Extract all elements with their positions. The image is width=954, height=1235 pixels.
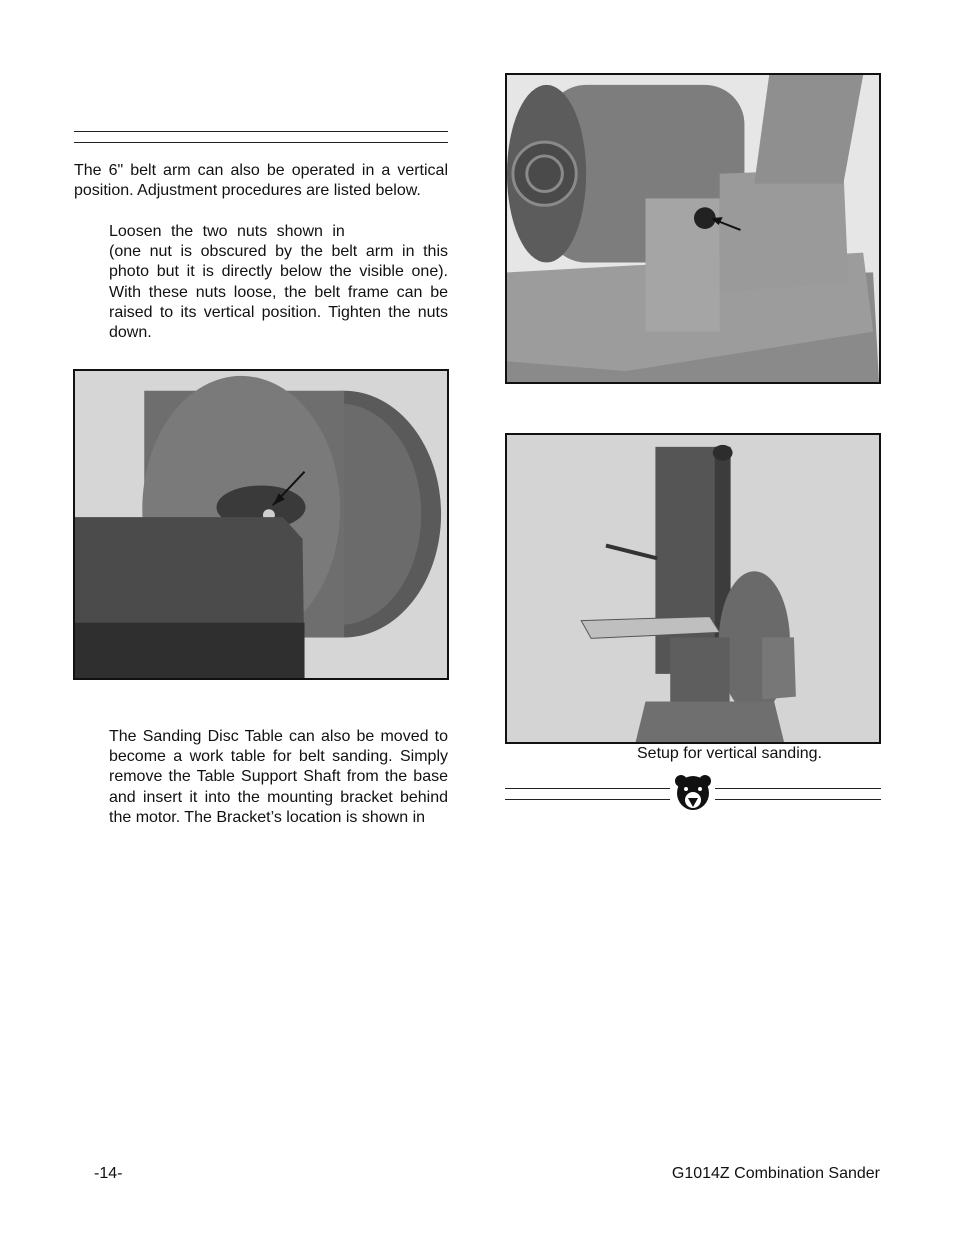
figure-vertical-sanding-photo xyxy=(505,433,881,744)
manual-title: G1014Z Combination Sander xyxy=(671,1165,880,1182)
step-loosen-nuts-lead: Loosen the two nuts shown in xyxy=(109,223,345,240)
step-loosen-nuts-body: (one nut is obscured by the belt arm in this photo but it is directly below the visible one). With these nuts loose, the belt frame can be raised to its vertical position. Tighten the nuts down. xyxy=(109,243,448,342)
section-end-rule-left-bottom xyxy=(505,799,670,800)
page-number: -14- xyxy=(94,1165,123,1182)
figure-belt-arm-nut-photo xyxy=(73,369,449,680)
bracket-location-illustration xyxy=(507,75,879,382)
bear-logo-icon xyxy=(673,773,713,813)
step-loosen-nuts xyxy=(109,222,448,343)
figure-bracket-location-photo xyxy=(505,73,881,384)
section-header-rule-top xyxy=(74,131,448,132)
vertical-sanding-illustration xyxy=(507,435,879,742)
section-end-rule-left-top xyxy=(505,788,670,789)
section-end-rule-right-top xyxy=(715,788,881,789)
belt-arm-nut-illustration xyxy=(75,371,447,678)
figure-vertical-sanding-caption: Setup for vertical sanding. xyxy=(637,745,822,762)
intro-paragraph: The 6" belt arm can also be operated in a vertical position. Adjustment procedures are listed below. xyxy=(74,162,448,200)
section-end-rule-right-bottom xyxy=(715,799,881,800)
section-header-rule-bottom xyxy=(74,142,448,143)
step-sanding-table: The Sanding Disc Table can also be moved to become a work table for belt sanding. Simply remove the Table Support Shaft from the base and insert it into the mounting bracket behind the motor. The Bracket’s location is shown in xyxy=(109,728,448,826)
